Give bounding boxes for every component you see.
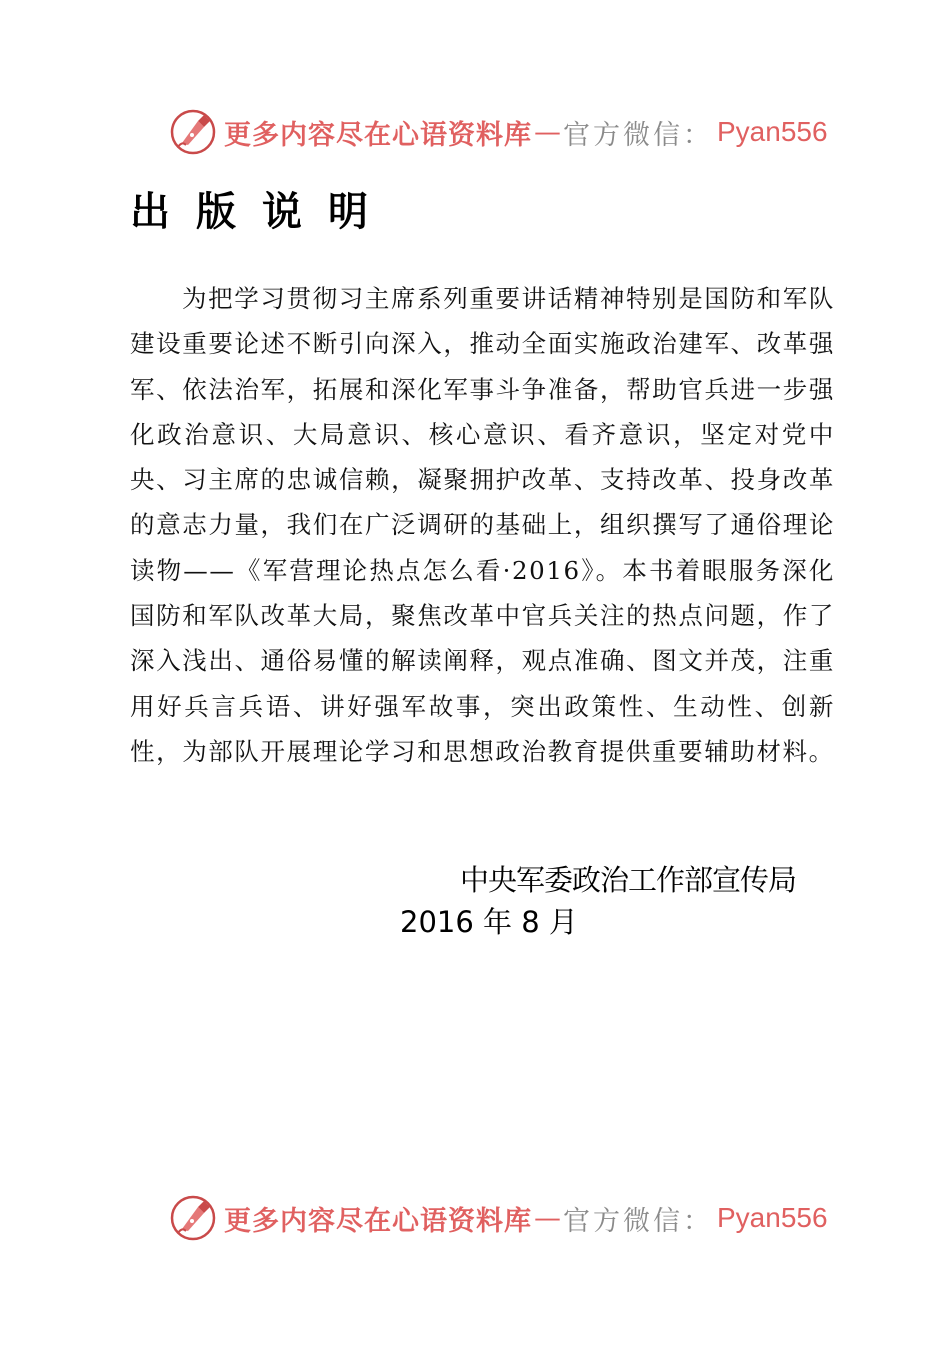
page-title: 出版说明 xyxy=(130,188,394,235)
signature-date: 2016 年 8 月 xyxy=(400,905,578,939)
watermark-dash: — xyxy=(534,1202,561,1234)
watermark-wechat-label: 官方微信： xyxy=(563,119,713,151)
watermark-slogan: 更多内容尽在心语资料库 xyxy=(224,119,532,151)
watermark-slogan: 更多内容尽在心语资料库 xyxy=(224,1205,532,1237)
pen-nib-logo-icon xyxy=(168,107,218,157)
watermark-wechat-id: Pyan556 xyxy=(717,116,828,147)
watermark-banner-top xyxy=(168,104,868,160)
watermark-wechat-id: Pyan556 xyxy=(717,1202,828,1233)
watermark-banner-bottom xyxy=(168,1190,868,1246)
watermark-dash: — xyxy=(534,116,561,148)
watermark-wechat-label: 官方微信： xyxy=(563,1205,713,1237)
signature-organization: 中央军委政治工作部宣传局 xyxy=(460,863,797,897)
body-paragraph: 为把学习贯彻习主席系列重要讲话精神特别是国防和军队建设重要论述不断引向深入，推动全面实施政治建军、改革强军、依法治军，拓展和深化军事斗争准备，帮助官兵进一步强化政治意识、大局意识、核心意识、看齐意识，坚定对党中央、习主席的忠诚信赖，凝聚拥护改革、支持改革、投身改革的意志力量，我们在广泛调研的基础上，组织撰写了通俗理论读物——《军营理论热点怎么看·2016》。本书着眼服务深化国防和军队改革大局，聚焦改革中官兵关注的热点问题，作了深入浅出、通俗易懂的解读阐释，观点准确、图文并茂，注重用好兵言兵语、讲好强军故事，突出政策性、生动性、创新性，为部队开展理论学习和思想政治教育提供重要辅助材料。 xyxy=(130,284,835,766)
pen-nib-logo-icon xyxy=(168,1193,218,1243)
